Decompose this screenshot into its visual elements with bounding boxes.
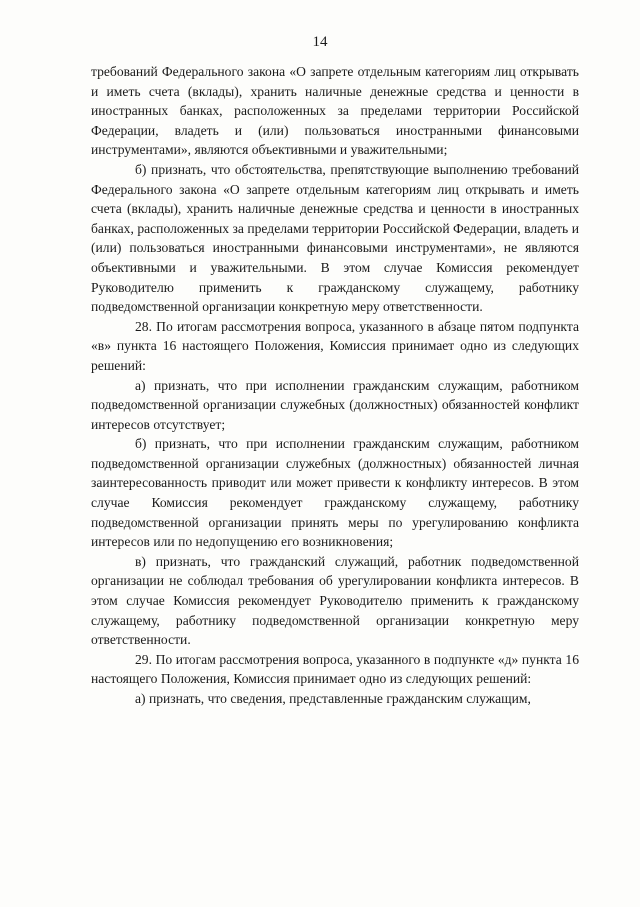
document-body — [91, 62, 579, 709]
paragraph-item-29: 29. По итогам рассмотрения вопроса, указанного в подпункте «д» пункта 16 настоящего Положения, Комиссия принимает одно из следующих решений: — [91, 651, 579, 687]
paragraph-item-28-a: а) признать, что при исполнении гражданским служащим, работником подведомственной организации служебных (должностных) обязанностей конфликт интересов отсутствует; — [91, 377, 579, 432]
paragraph-item-29-a: а) признать, что сведения, представленные гражданским служащим, — [135, 691, 531, 706]
paragraph-item-28-v: в) признать, что гражданский служащий, работник подведомственной организации не соблюдал требования об урегулировании конфликта интересов. В этом случае Комиссия рекомендует Руководителю применить к гражданскому служащему, работнику подведомственной организации конкретную меру ответственности. — [91, 553, 579, 648]
paragraph-item-28-b: б) признать, что при исполнении гражданским служащим, работником подведомственной организации служебных (должностных) обязанностей личная заинтересованность приводит или может привести к конфликту интересов. В этом случае Комиссия рекомендует гражданскому служащему, работнику подведомственной организации принять меры по урегулированию конфликта интересов или по недопущению его возникновения; — [91, 436, 579, 550]
paragraph-continuation: требований Федерального закона «О запрете отдельным категориям лиц открывать и иметь счета (вклады), хранить наличные денежные средства и ценности в иностранных банках, расположенных за пределами территории Российской Федерации, владеть и (или) пользоваться иностранными финансовыми инструментами», являются объективными и уважительными; — [91, 64, 579, 158]
page-number: 14 — [312, 34, 328, 50]
paragraph-subitem-b: б) признать, что обстоятельства, препятствующие выполнению требований Федерального закона «О запрете отдельным категориям лиц открывать и иметь счета (вклады), хранить наличные денежные средства и ценности в иностранных банках, расположенных за пределами территории Российской Федерации, владеть и (или) пользоваться иностранными финансовыми инструментами», не являются объективными и уважительными. В этом случае Комиссия рекомендует Руководителю применить к гражданскому служащему, работнику подведомственной организации конкретную меру ответственности. — [91, 161, 579, 315]
paragraph-item-28: 28. По итогам рассмотрения вопроса, указанного в абзаце пятом подпункта «в» пункта 16 настоящего Положения, Комиссия принимает одно из следующих решений: — [91, 318, 579, 373]
